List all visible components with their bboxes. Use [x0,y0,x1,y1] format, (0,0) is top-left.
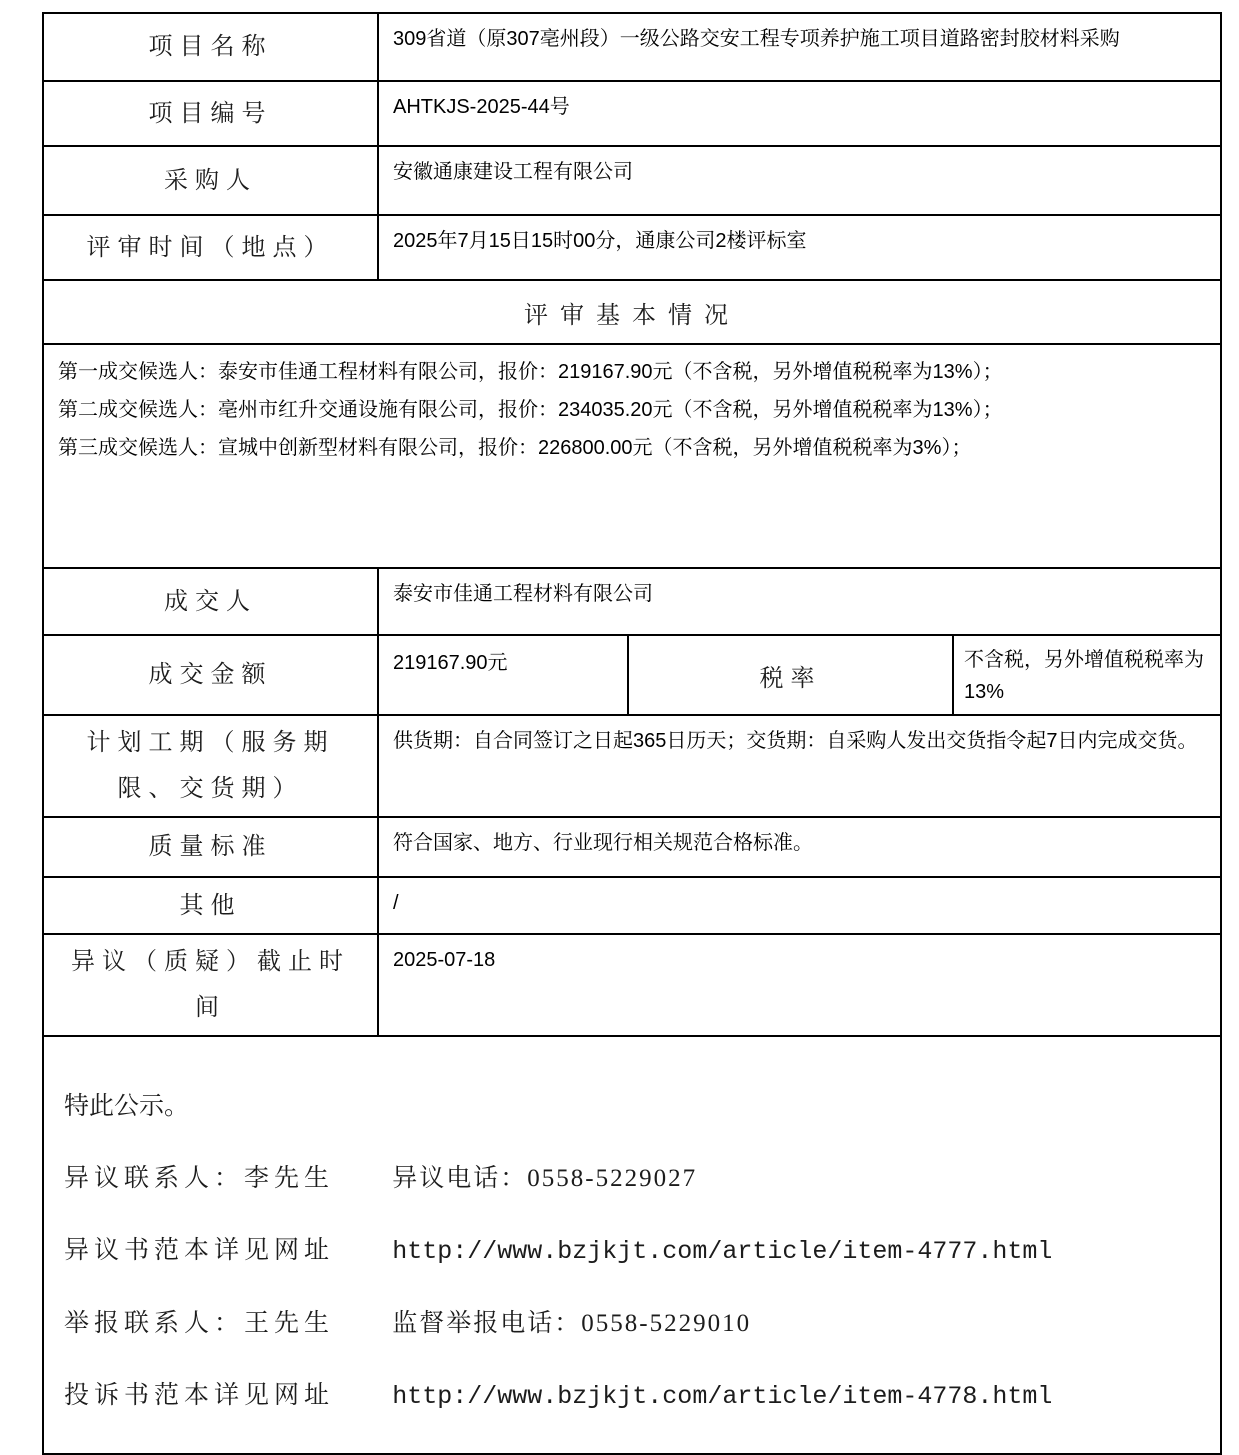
footer-block [44,1035,1220,1453]
objection-template-label: 异议书范本详见网址 [64,1237,335,1264]
objection-contact-label: 异议联系人：李先生 [64,1165,335,1192]
candidate-line-1: 第一成交候选人：泰安市佳通工程材料有限公司，报价：219167.90元（不含税，另外增值税税率为13%）； [58,361,1003,383]
purchaser-label: 采购人 [164,167,257,194]
project-name-value: 309省道（原307亳州段）一级公路交安工程专项养护施工项目道路密封胶材料采购 [377,14,1220,80]
report-contact-label: 举报联系人：王先生 [64,1310,335,1337]
quality-standard-value: 符合国家、地方、行业现行相关规范合格标准。 [377,818,1220,876]
winner-label: 成交人 [164,588,257,615]
tax-rate-label: 税率 [627,636,952,714]
schedule-value: 供货期：自合同签订之日起365日历天；交货期：自采购人发出交货指令起7日内完成交货。 [377,716,1220,816]
schedule-label: 计划工期（服务期限、交货期） [86,730,335,802]
objection-deadline-label: 异议（质疑）截止时间 [71,949,350,1021]
table-row [44,933,1220,1035]
quality-standard-label: 质量标准 [148,834,273,860]
candidate-line-3: 第三成交候选人：宣城中创新型材料有限公司，报价：226800.00元（不含税，另外增值税税率为3%）； [58,437,972,459]
report-contact-line [64,1288,1200,1360]
purchaser-value: 安徽通康建设工程有限公司 [377,147,1220,214]
review-section-header-row [44,279,1220,343]
table-row [44,14,1220,80]
candidates-row [44,343,1220,567]
table-row [44,876,1220,933]
other-value: / [377,878,1220,933]
objection-contact-line [64,1143,1200,1215]
complaint-template-line [64,1360,1200,1433]
amount-row [44,634,1220,714]
review-section-title: 评审基本情况 [524,302,740,329]
table-row [44,567,1220,634]
objection-deadline-value: 2025-07-18 [377,935,1220,1035]
table-row [44,80,1220,145]
table-row [44,145,1220,214]
project-number-label: 项目编号 [148,100,273,127]
review-time-value: 2025年7月15日15时00分，通康公司2楼评标室 [377,216,1220,279]
table-row [44,816,1220,876]
amount-label: 成交金额 [148,662,273,688]
procurement-result-table [42,12,1222,1455]
complaint-template-label: 投诉书范本详见网址 [64,1382,335,1409]
objection-phone: 异议电话：0558-5229027 [392,1165,698,1192]
review-time-label: 评审时间（地点） [86,234,335,261]
project-name-label: 项目名称 [148,34,273,60]
complaint-template-url: http://www.bzjkjt.com/article/item-4778.html [392,1382,1053,1411]
other-label: 其他 [179,892,242,919]
candidates-block [44,345,1220,567]
candidate-line-2: 第二成交候选人：亳州市红升交通设施有限公司，报价：234035.20元（不含税，另外增值税税率为13%）； [58,399,1003,421]
winner-value: 泰安市佳通工程材料有限公司 [377,569,1220,634]
tax-rate-value: 不含税，另外增值税税率为13% [952,636,1220,714]
report-phone: 监督举报电话：0558-5229010 [392,1310,752,1337]
project-number-value: AHTKJS-2025-44号 [377,82,1220,145]
table-row [44,714,1220,816]
amount-value: 219167.90元 [377,636,627,714]
notice-line: 特此公示。 [64,1093,190,1120]
table-row [44,214,1220,279]
objection-template-line [64,1215,1200,1288]
objection-template-url: http://www.bzjkjt.com/article/item-4777.html [392,1237,1053,1266]
